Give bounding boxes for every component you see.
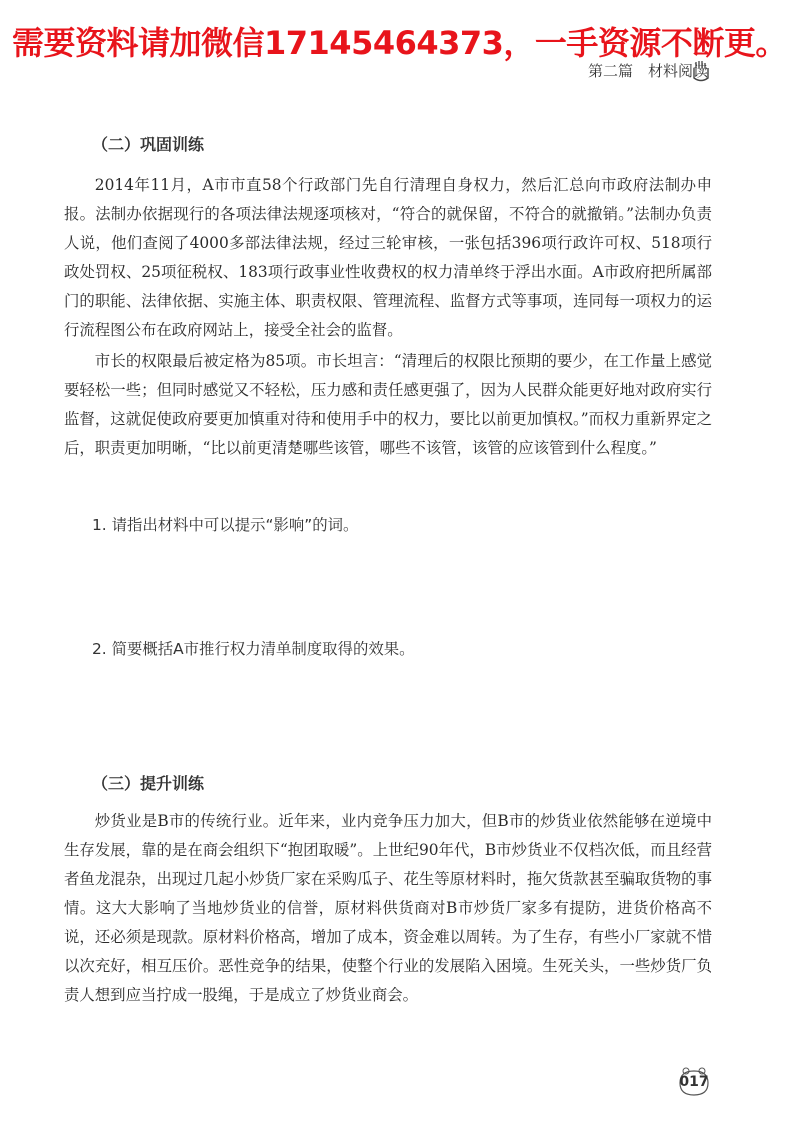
book-hand-icon <box>690 58 712 84</box>
question-2: 2. 简要概括A市推行权力清单制度取得的效果。 <box>92 640 415 658</box>
question-1: 1. 请指出材料中可以提示“影响”的词。 <box>92 516 359 534</box>
section-title-improvement: （三）提升训练 <box>92 774 205 793</box>
page-number-badge <box>676 1065 712 1101</box>
section-title-consolidation: （二）巩固训练 <box>92 135 205 154</box>
paragraph: 炒货业是B市的传统行业。近年来，业内竞争压力加大，但B市的炒货业依然能够在逆境中生存发展，靠的是在商会组织下“抱团取暖”。上世纪90年代，B市炒货业不仅档次低，而且经营者鱼龙混杂，出现过几起小炒货厂家在采购瓜子、花生等原材料时，拖欠货款甚至骗取货物的事情。这大大影响了当地炒货业的信誉，原材料供货商对B市炒货厂家多有提防，进货价格高不说，还必须是现款。原材料价格高，增加了成本，资金难以周转。为了生存，有些小厂家就不惜以次充好，相互压价。恶性竞争的结果，使整个行业的发展陷入困境。生死关头，一些炒货厂负责人想到应当拧成一股绳，于是成立了炒货业商会。 <box>64 812 712 1004</box>
page-number: 017 <box>679 1074 709 1090</box>
paragraph: 2014年11月，A市市直58个行政部门先自行清理自身权力，然后汇总向市政府法制办申报。法制办依据现行的各项法律法规逐项核对，“符合的就保留，不符合的就撤销。”法制办负责人说，他们查阅了4000多部法律法规，经过三轮审核，一张包括396项行政许可权、518项行政处罚权、25项征税权、183项行政事业性收费权的权力清单终于浮出水面。A市政府把所属部门的职能、法律依据、实施主体、职责权限、管理流程、监督方式等事项，连同每一项权力的运行流程图公布在政府网站上，接受全社会的监督。 <box>64 176 712 339</box>
paragraph: 市长的权限最后被定格为85项。市长坦言：“清理后的权限比预期的要少，在工作量上感觉要轻松一些；但同时感觉又不轻松，压力感和责任感更强了，因为人民群众能更好地对政府实行监督，这就促使政府要更加慎重对待和使用手中的权力，要比以前更加慎权。”而权力重新界定之后，职责更加明晰，“比以前更清楚哪些该管，哪些不该管，该管的应该管到什么程度。” <box>64 352 712 457</box>
running-header: 第二篇 材料阅读 <box>587 62 708 80</box>
promo-banner: 需要资料请加微信17145464373，一手资源不断更。 <box>12 24 787 62</box>
